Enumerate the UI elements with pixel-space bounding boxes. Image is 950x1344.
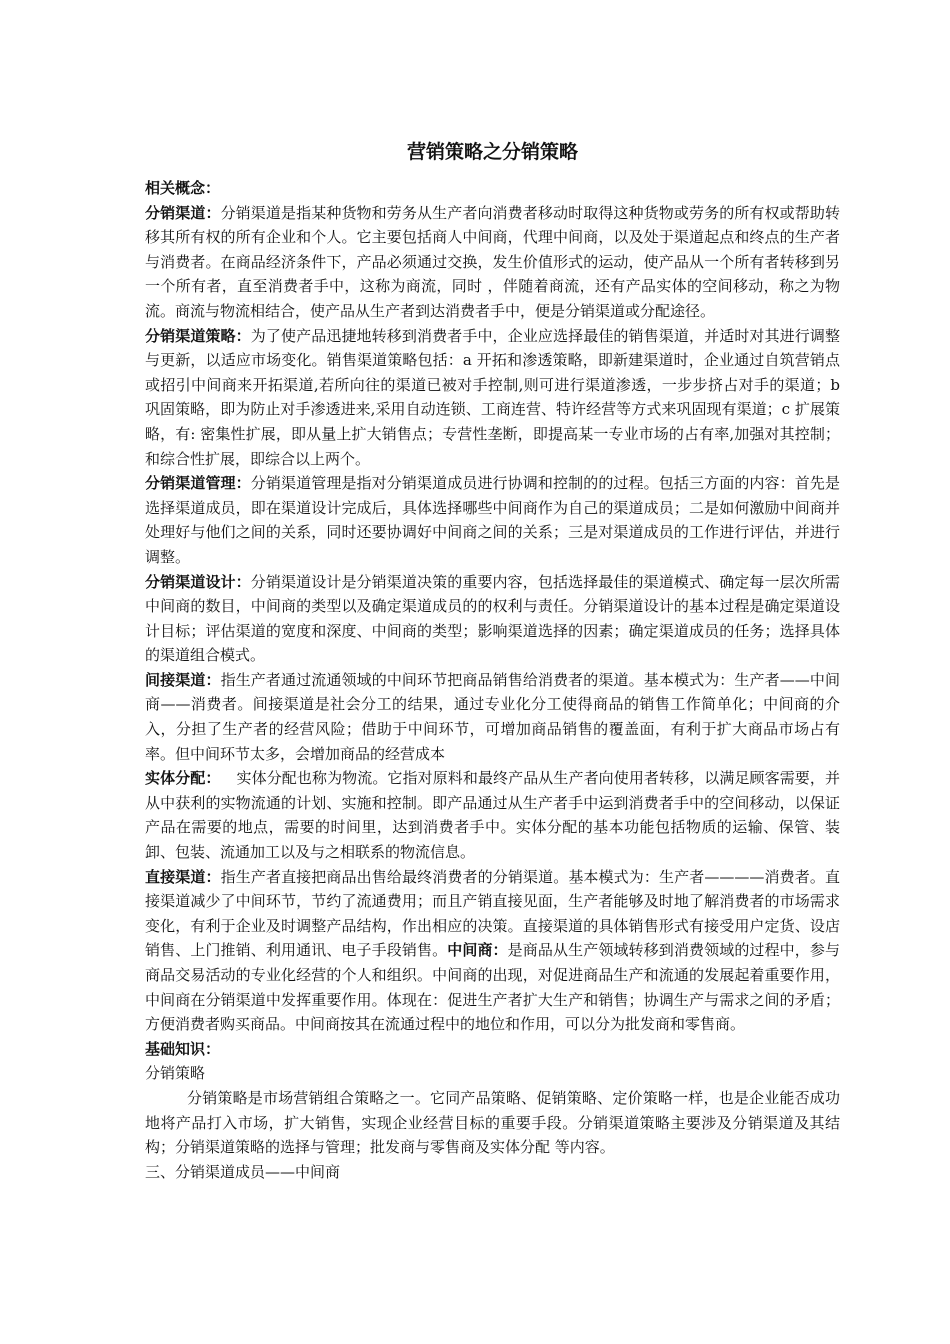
term-label: 分销渠道管理： xyxy=(145,474,251,493)
term-label: 直接渠道： xyxy=(145,867,221,886)
concepts-heading: 相关概念： xyxy=(145,179,221,197)
paragraph-direct-channel xyxy=(145,865,840,1037)
paragraph-channel-management xyxy=(145,471,840,569)
paragraph-text: 为了使产品迅捷地转移到消费者手中，企业应选择最佳的销售渠道，并适时对其进行调整与更新，以适应市场变化。销售渠道策略包括：a 开拓和渗透策略，即新建渠道时，企业通过自筑营销点或招引中间商来开拓渠道,若所向往的渠道已被对手控制,则可进行渠道渗透，一步步挤占对手的渠道；b 巩固策略，即为防止对手渗透进来,采用自动连锁、工商连营、特许经营等方式来巩固现有渠道；c 扩展策略，有: 密集性扩展，即从量上扩大销售点；专营性垄断，即提高某一专业市场的占有率,加强对其控制；和综合性扩展，即综合以上两个。 xyxy=(145,326,840,468)
paragraph-distribution-strategy: 分销策略是市场营销组合策略之一。它同产品策略、促销策略、定价策略一样，也是企业能否成功地将产品打入市场，扩大销售，实现企业经营目标的重要手段。分销渠道策略主要涉及分销渠道及其结构；分销渠道策略的选择与管理；批发商与零售商及实体分配 等内容。 xyxy=(145,1088,840,1157)
section-line: 三、分销渠道成员——中间商 xyxy=(145,1162,341,1181)
term-label: 实体分配： xyxy=(145,769,221,788)
paragraph-text: 指生产者通过流通领域的中间环节把商品销售给消费者的渠道。基本模式为：生产者——中间商——消费者。间接渠道是社会分工的结果，通过专业化分工使得商品的销售工作简单化；中间商的介入，分担了生产者的经营风险；借助于中间环节，可增加商品销售的覆盖面，有利于扩大商品市场占有率。但中间环节太多，会增加商品的经营成本 xyxy=(145,670,840,763)
paragraph-text: 实体分配也称为物流。它指对原料和最终产品从生产者向使用者转移，以满足顾客需要，并从中获利的实物流通的计划、实施和控制。即产品通过从生产者手中运到消费者手中的空间移动，以保证产品在需要的地点，需要的时间里，达到消费者手中。实体分配的基本功能包括物质的运输、保管、装卸、包装、流通加工以及与之相联系的物流信息。 xyxy=(145,769,840,862)
term-label-intermediary: 中间商： xyxy=(447,941,508,960)
paragraph-text: 分销渠道管理是指对分销渠道成员进行协调和控制的的过程。包括三方面的内容：首先是选择渠道成员，即在渠道设计完成后，具体选择哪些中间商作为自己的渠道成员；二是如何激励中间商并处理好与他们之间的关系，同时还要协调好中间商之间的关系；三是对渠道成员的工作进行评估，并进行调整。 xyxy=(145,474,840,566)
term-label: 分销渠道： xyxy=(145,203,221,222)
term-label: 间接渠道： xyxy=(145,670,221,689)
paragraph-text: 分销渠道是指某种货物和劳务从生产者向消费者移动时取得这种货物或劳务的所有权或帮助转移其所有权的所有企业和个人。它主要包括商人中间商，代理中间商，以及处于渠道起点和终点的生产者与消费者。在商品经济条件下，产品必须通过交换，发生价值形式的运动，使产品从一个所有者转移到另一个所有者，直至消费者手中，这称为商流，同时 ，伴随着商流，还有产品实体的空间移动，称之为物流。商流与物流相结合，使产品从生产者到达消费者手中，便是分销渠道或分配途径。 xyxy=(145,203,840,320)
paragraph-text: 分销渠道设计是分销渠道决策的重要内容，包括选择最佳的渠道模式、确定每一层次所需中间商的数目，中间商的类型以及确定渠道成员的的权利与责任。分销渠道设计的基本过程是确定渠道设计目标；评估渠道的宽度和深度、中间商的类型；影响渠道选择的因素；确定渠道成员的任务；选择具体的渠道组合模式。 xyxy=(145,572,840,665)
paragraph-distribution-channel xyxy=(145,201,840,324)
document-page xyxy=(145,138,840,1184)
paragraph-text-intermediary: 是商品从生产领域转移到消费领域的过程中，参与商品交易活动的专业化经营的个人和组织。中间商的出现，对促进商品生产和流通的发展起着重要作用，中间商在分销渠道中发挥重要作用。体现在：促进生产者扩大生产和销售；协调生产与需求之间的矛盾；方便消费者购买商品。中间商按其在流通过程中的地位和作用，可以分为批发商和零售商。 xyxy=(145,941,840,1034)
basics-heading: 基础知识： xyxy=(145,1039,221,1058)
term-label: 分销渠道策略： xyxy=(145,326,251,345)
page-title: 营销策略之分销策略 xyxy=(406,141,578,163)
paragraph-text: 指生产者直接把商品出售给最终消费者的分销渠道。基本模式为：生产者————消费者。直接渠道减少了中间环节，节约了流通费用；而且产销直接见面，生产者能够及时地了解消费者的市场需求变化，有利于企业及时调整产品结构，作出相应的决策。直接渠道的具体销售形式有接受用户定货、设店销售、上门推销、利用通讯、电子手段销售。 xyxy=(145,867,840,960)
term-label: 分销渠道设计： xyxy=(145,572,251,591)
paragraph-channel-design xyxy=(145,570,840,668)
sub-heading: 分销策略 xyxy=(145,1064,206,1083)
paragraph-indirect-channel xyxy=(145,668,840,766)
paragraph-channel-strategy xyxy=(145,324,840,472)
paragraph-physical-distribution xyxy=(145,766,840,864)
